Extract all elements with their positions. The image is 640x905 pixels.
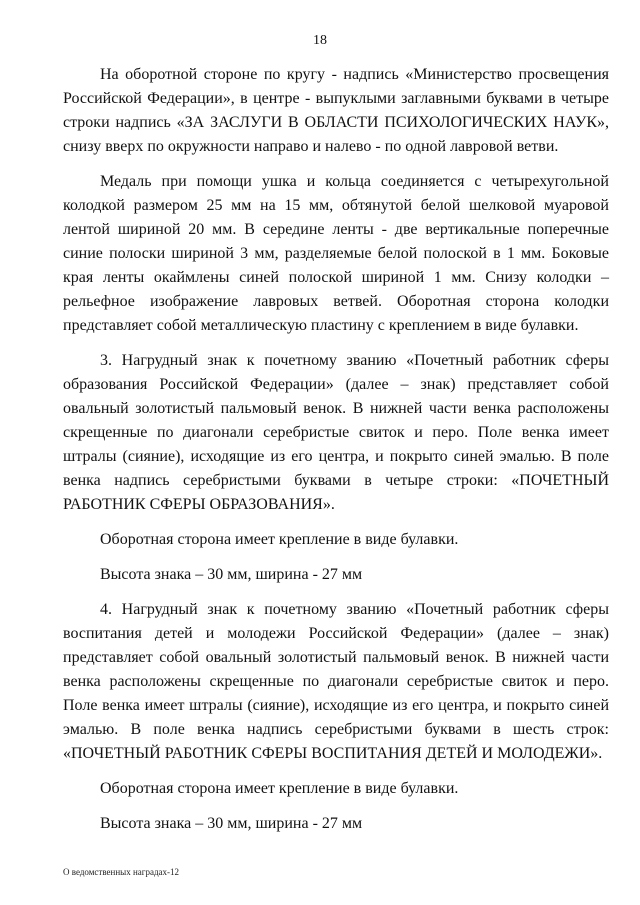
paragraph-badge-education-reverse: Оборотная сторона имеет крепление в виде булавки.: [100, 531, 459, 548]
paragraph-badge-youth-size: Высота знака – 30 мм, ширина - 27 мм: [100, 815, 363, 832]
paragraph-badge-youth-reverse: Оборотная сторона имеет крепление в виде булавки.: [100, 780, 459, 797]
paragraph-reverse-side: На оборотной стороне по кругу - надпись «Министерство просвещения Российской Федерации», в центре - выпуклыми заглавными буквами в четыре строки надпись «ЗА ЗАСЛУГИ В ОБЛАСТИ ПСИХОЛОГИЧЕСКИХ НАУК», снизу вверх по окружности направо и налево - по одной лавровой ветви.: [63, 66, 609, 155]
document-body: [63, 63, 609, 847]
paragraph-badge-education: 3. Нагрудный знак к почетному званию «Почетный работник сферы образования Российской Федерации» (далее – знак) представляет собой овальный золотистый пальмовый венок. В нижней части венка расположены скрещенные по диагонали серебристые свиток и перо. Поле венка имеет штралы (сияние), исходящие из его центра, и покрыто синей эмалью. В поле венка надпись серебристыми буквами в четыре строки: «ПОЧЕТНЫЙ РАБОТНИК СФЕРЫ ОБРАЗОВАНИЯ».: [63, 352, 609, 513]
footer-doc-id: О ведомственных наградах-12: [63, 867, 180, 877]
paragraph-medal-ribbon: Медаль при помощи ушка и кольца соединяется с четырехугольной колодкой размером 25 мм на 15 мм, обтянутой белой шелковой муаровой лентой шириной 20 мм. В середине ленты - две вертикальные поперечные синие полоски шириной 3 мм, разделяемые белой полоской в 1 мм. Боковые края ленты окаймлены синей полоской шириной 1 мм. Снизу колодки – рельефное изображение лавровых ветвей. Оборотная сторона колодки представляет собой металлическую пластину с креплением в виде булавки.: [63, 173, 609, 334]
paragraph-badge-education-size: Высота знака – 30 мм, ширина - 27 мм: [100, 566, 363, 583]
paragraph-badge-youth: 4. Нагрудный знак к почетному званию «Почетный работник сферы воспитания детей и молодежи Российской Федерации» (далее – знак) представляет собой овальный золотистый пальмовый венок. В нижней части венка расположены скрещенные по диагонали серебристые свиток и перо. Поле венка имеет штралы (сияние), исходящие из его центра, и покрыто синей эмалью. В поле венка надпись серебристыми буквами в шесть строк: «ПОЧЕТНЫЙ РАБОТНИК СФЕРЫ ВОСПИТАНИЯ ДЕТЕЙ И МОЛОДЕЖИ».: [63, 601, 609, 762]
page-number: 18: [313, 33, 327, 48]
